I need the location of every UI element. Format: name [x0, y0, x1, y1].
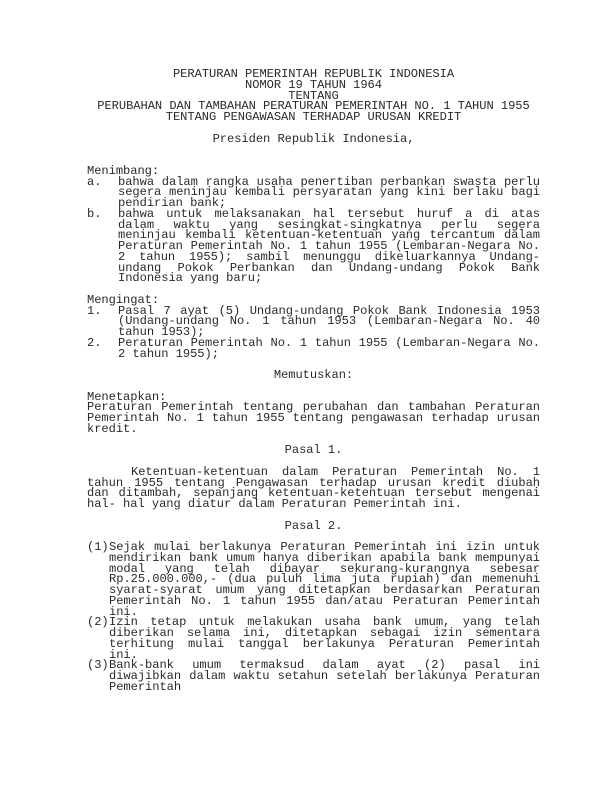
item-marker: 1. [87, 303, 102, 318]
item-text: bahwa untuk melaksanakan hal tersebut huruf a di atas dalam waktu yang sesingkat-singkatnya perlu segera meninjau kembali ketentuan-ketentuan yang tercantum dalam Peraturan Pemerintah No. 1 tahun 1955 (Lembaran-Negara No. 2 tahun 1955); sambil menunggu dikeluarkannya Undang-undang Pokok Perbankan dan Undang-undang Pokok Bank Indonesia yang baru; [118, 206, 540, 286]
document-page [87, 69, 540, 693]
title-line-3: TENTANG [288, 88, 339, 103]
title-line-2: NOMOR 19 TAHUN 1964 [245, 77, 382, 92]
list-item [87, 617, 540, 660]
pasal-2-heading: Pasal 2. [284, 518, 343, 533]
item-text: Peraturan Pemerintah No. 1 tahun 1955 (Lembaran-Negara No. 2 tahun 1955); [118, 335, 540, 361]
item-text: bahwa dalam rangka usaha penertiban perbankan swasta perlu segera meninjau kembali persyaratan yang kini berlaku bagi pendirian bank; [118, 174, 540, 210]
mengingat-heading: Mengingat: [87, 292, 160, 307]
list-item [87, 335, 540, 361]
list-item [87, 303, 540, 339]
item-text: Sejak mulai berlakunya Peraturan Pemerintah ini izin untuk mendirikan bank umum hanya diberikan apabila bank mempunyai modal yang telah dibayar sekurang-kurangnya sebesar Rp.25.000.000,- (dua puluh lima juta rupiah) dan memenuhi syarat-syarat umum yang ditetapkan berdasarkan Peraturan Pemerintah No. 1 tahun 1955 dan/atau Peraturan Pemerintah ini. [109, 540, 540, 619]
item-marker: b. [87, 206, 102, 221]
list-item [87, 206, 540, 286]
item-text: Izin tetap untuk melakukan usaha bank umum, yang telah diberikan selama ini, ditetapkan sebagai izin sementara terhitung mulai tanggal berlakunya Peraturan Pemerintah ini. [109, 615, 540, 662]
list-item [87, 660, 540, 692]
title-block [87, 69, 540, 123]
title-line-1: PERATURAN PEMERINTAH REPUBLIK INDONESIA [172, 67, 455, 81]
item-marker: 2. [87, 335, 102, 350]
pasal-1-text: Ketentuan-ketentuan dalam Peraturan Pemerintah No. 1 tahun 1955 tentang Pengawasan terhadap urusan kredit diubah dan ditambah, sepanjang ketentuan-ketentuan tersebut mengenai hal- hal yang diatur dalam Peraturan Pemerintah ini. [87, 464, 540, 511]
menetapkan-heading: Menetapkan: [87, 389, 167, 404]
list-item [87, 542, 540, 617]
menetapkan-section [87, 389, 540, 436]
list-item [87, 174, 540, 210]
memutuskan-heading: Memutuskan: [273, 368, 354, 382]
item-marker: (1) [87, 540, 109, 554]
item-marker: a. [87, 174, 102, 189]
menimbang-section [87, 163, 540, 286]
item-text: Pasal 7 ayat (5) Undang-undang Pokok Bank Indonesia 1953 (Undang-undang No. 1 tahun 1953 (Lembaran-Negara No. 40 tahun 1953); [118, 303, 540, 339]
mengingat-section [87, 292, 540, 361]
president-line: Presiden Republik Indonesia, [212, 131, 415, 146]
title-line-5: TENTANG PENGAWASAN TERHADAP URUSAN KREDIT [165, 110, 462, 124]
item-text: Bank-bank umum termaksud dalam ayat (2) pasal ini diwajibkan dalam waktu setahun setelah berlakunya Peraturan Pemerintah [109, 658, 540, 694]
item-marker: (3) [87, 658, 109, 673]
pasal-2-items [87, 542, 540, 693]
title-line-4: PERUBAHAN DAN TAMBAHAN PERATURAN PEMERINTAH NO. 1 TAHUN 1955 [97, 99, 530, 114]
item-marker: (2) [87, 615, 109, 630]
pasal-1-heading: Pasal 1. [284, 443, 343, 458]
menimbang-heading: Menimbang: [87, 163, 160, 178]
menetapkan-text: Peraturan Pemerintah tentang perubahan dan tambahan Peraturan Pemerintah No. 1 tahun 1955 tentang pengawasan terhadap urusan kredit. [87, 400, 540, 436]
